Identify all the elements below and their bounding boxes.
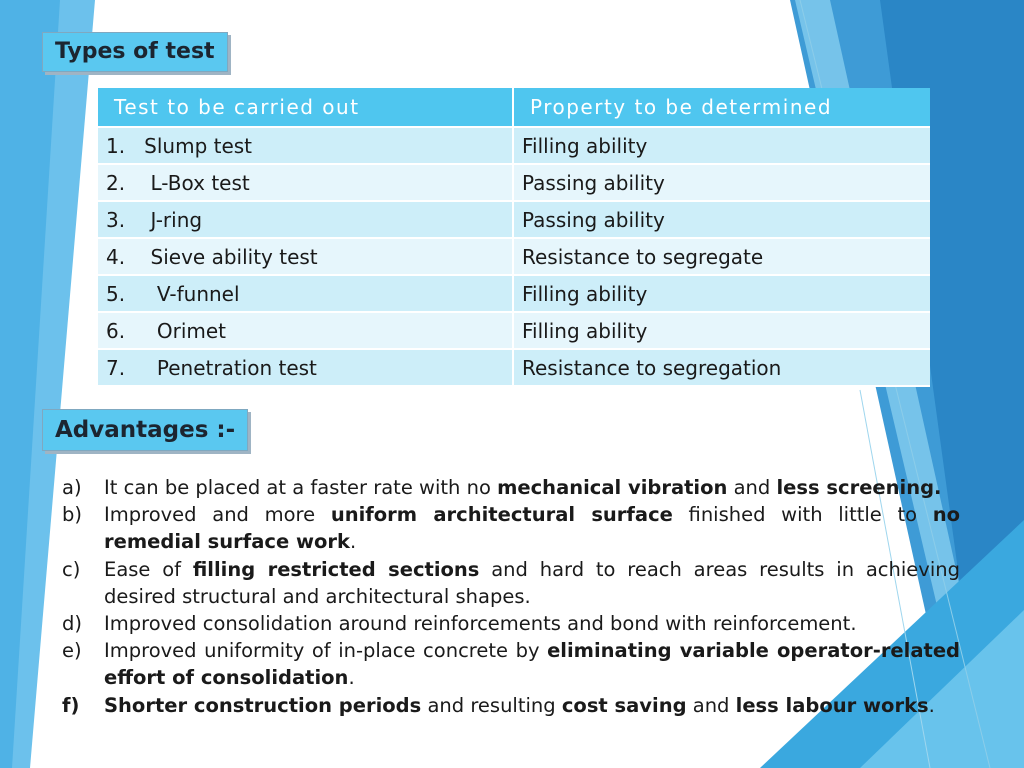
header-test: Test to be carried out	[98, 88, 513, 127]
advantage-item	[62, 692, 960, 719]
cell-test: 7. Penetration test	[98, 349, 513, 386]
cell-test: 5. V-funnel	[98, 275, 513, 312]
cell-property: Passing ability	[513, 201, 930, 238]
types-of-test-heading: Types of test	[42, 32, 228, 72]
advantage-item	[62, 637, 960, 691]
cell-test: 6. Orimet	[98, 312, 513, 349]
advantage-text: .	[349, 530, 357, 554]
advantage-text: finished with little to	[672, 503, 933, 527]
table-header-row	[98, 88, 930, 127]
table-row	[98, 238, 930, 275]
advantage-label: c)	[62, 557, 81, 581]
cell-property: Passing ability	[513, 164, 930, 201]
table-row	[98, 349, 930, 386]
advantage-emphasis: Shorter construction periods	[104, 693, 422, 717]
advantage-emphasis: less screening.	[776, 476, 942, 499]
advantage-text: and	[727, 476, 777, 499]
advantage-text: and hard to reach areas results in achieving desired structural and architectural shapes.	[104, 557, 960, 608]
table-row	[98, 201, 930, 238]
cell-property: Resistance to segregate	[513, 238, 930, 275]
advantage-item	[62, 501, 960, 555]
advantage-item	[62, 610, 960, 637]
advantage-emphasis: eliminating variable operator-related effort of consolidation	[104, 639, 961, 690]
cell-test: 2. L-Box test	[98, 164, 513, 201]
advantage-emphasis: cost saving	[561, 693, 687, 717]
advantage-item	[62, 556, 960, 610]
advantage-label: d)	[62, 612, 82, 636]
table-row	[98, 275, 930, 312]
cell-property: Filling ability	[513, 127, 930, 164]
advantage-text: Improved and more	[104, 503, 331, 527]
table-row	[98, 312, 930, 349]
advantage-label: e)	[62, 639, 82, 663]
advantage-label: a)	[62, 476, 82, 499]
advantage-text: and	[686, 693, 736, 717]
advantage-item	[62, 474, 960, 501]
cell-property: Resistance to segregation	[513, 349, 930, 386]
tests-table	[98, 88, 930, 387]
advantage-emphasis: mechanical vibration	[497, 476, 728, 499]
table-row	[98, 164, 930, 201]
advantage-text: Improved consolidation around reinforcements and bond with reinforcement.	[104, 612, 857, 636]
cell-property: Filling ability	[513, 312, 930, 349]
advantage-emphasis: uniform architectural surface	[330, 503, 673, 527]
cell-test: 1. Slump test	[98, 127, 513, 164]
advantage-text: and resulting	[421, 693, 562, 717]
advantages-list	[62, 474, 960, 719]
advantage-text: .	[348, 666, 355, 690]
advantage-text: Ease of	[104, 557, 193, 581]
cell-test: 3. J-ring	[98, 201, 513, 238]
cell-test: 4. Sieve ability test	[98, 238, 513, 275]
advantage-label: b)	[62, 503, 82, 527]
header-property: Property to be determined	[513, 88, 930, 127]
advantage-emphasis: less labour works	[735, 693, 929, 717]
advantage-emphasis: no remedial surface work	[104, 503, 961, 554]
cell-property: Filling ability	[513, 275, 930, 312]
advantage-text: It can be placed at a faster rate with no	[104, 476, 498, 499]
table-row	[98, 127, 930, 164]
advantage-text: .	[928, 693, 935, 717]
advantage-text: Improved uniformity of in-place concrete by	[104, 639, 548, 663]
advantage-label: f)	[62, 693, 80, 717]
table-body	[98, 127, 930, 386]
advantages-heading: Advantages :-	[42, 409, 248, 451]
advantage-emphasis: filling restricted sections	[192, 557, 480, 581]
